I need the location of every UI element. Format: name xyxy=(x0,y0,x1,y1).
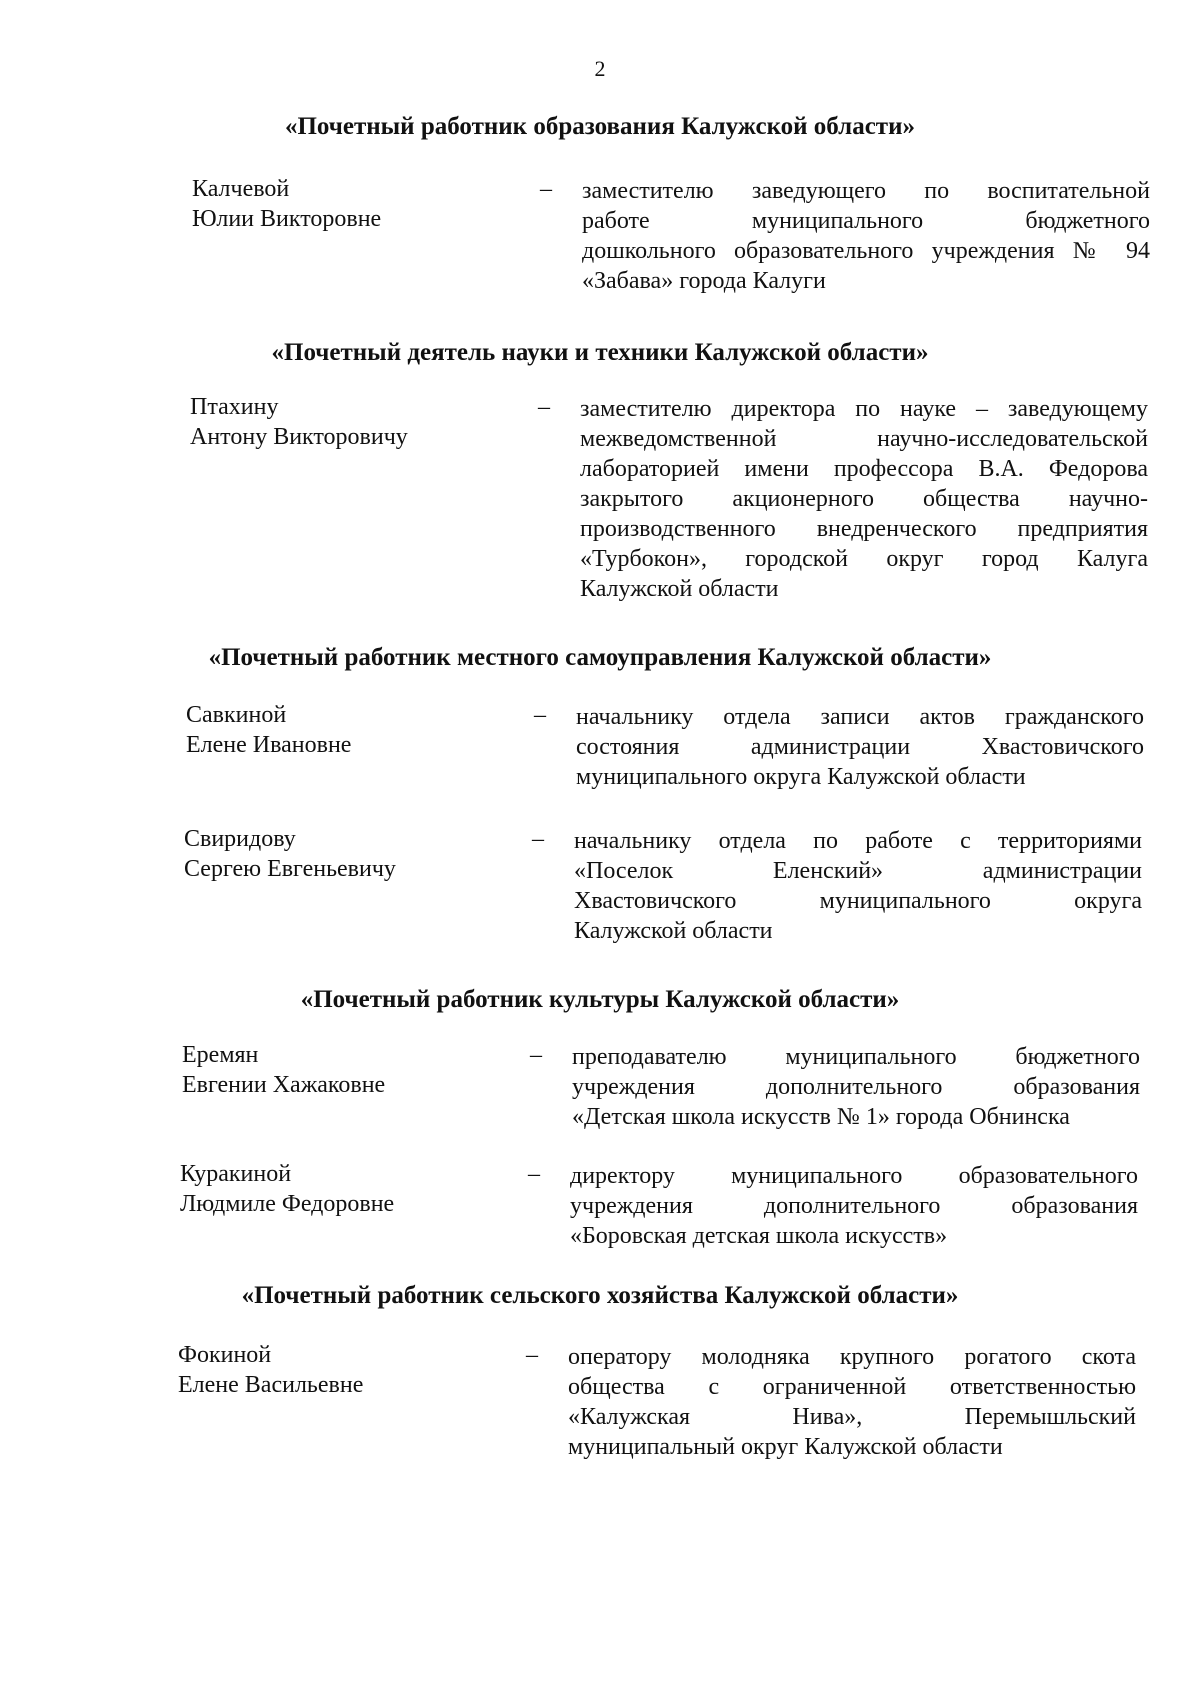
position-line: муниципальный округ Калужской области xyxy=(568,1434,1003,1460)
recipient-given-names: Евгении Хажаковне xyxy=(182,1072,386,1098)
recipient-name xyxy=(178,1340,508,1400)
position-line: Калужской области xyxy=(574,918,773,944)
recipient-surname: Фокиной xyxy=(178,1342,272,1368)
section-title-science: «Почетный деятель науки и техники Калужской области» xyxy=(271,339,929,366)
section-title-local-government: «Почетный работник местного самоуправления Калужской области» xyxy=(208,644,992,671)
recipient-name xyxy=(182,1040,512,1100)
position-line: «Забава» города Калуги xyxy=(582,268,826,294)
recipient-position xyxy=(582,176,1150,296)
award-entry xyxy=(178,1340,1136,1490)
recipient-given-names: Елене Васильевне xyxy=(178,1372,364,1398)
position-line: закрытого акционерного общества научно- xyxy=(580,486,1148,512)
position-line: «Детская школа искусств № 1» города Обнинска xyxy=(572,1104,1070,1130)
position-line: учреждения дополнительного образования xyxy=(570,1193,1138,1219)
recipient-given-names: Юлии Викторовне xyxy=(192,206,382,232)
recipient-surname: Савкиной xyxy=(186,702,287,728)
position-line: оператору молодняка крупного рогатого скота xyxy=(568,1344,1136,1370)
position-line: начальнику отдела по работе с территориями xyxy=(574,828,1142,854)
position-line: межведомственной научно-исследовательской xyxy=(580,426,1148,452)
recipient-given-names: Антону Викторовичу xyxy=(190,424,408,450)
recipient-given-names: Людмиле Федоровне xyxy=(180,1191,395,1217)
recipient-surname: Свиридову xyxy=(184,826,296,852)
recipient-given-names: Сергею Евгеньевичу xyxy=(184,856,396,882)
position-line: директору муниципального образовательного xyxy=(570,1163,1138,1189)
position-line: Хвастовичского муниципального округа xyxy=(574,888,1142,914)
position-line: заместителю директора по науке – заведующему xyxy=(580,396,1148,422)
recipient-given-names: Елене Ивановне xyxy=(186,732,352,758)
award-entry xyxy=(184,824,1142,974)
position-line: «Турбокон», городской округ город Калуга xyxy=(580,546,1148,572)
position-line: преподавателю муниципального бюджетного xyxy=(572,1044,1140,1070)
dash-separator: – xyxy=(532,826,544,852)
recipient-name xyxy=(190,392,520,452)
recipient-position xyxy=(572,1042,1140,1132)
recipient-surname: Куракиной xyxy=(180,1161,292,1187)
position-line: дошкольного образовательного учреждения № 94 xyxy=(582,238,1150,264)
dash-separator: – xyxy=(530,1042,542,1068)
recipient-position xyxy=(568,1342,1136,1462)
dash-separator: – xyxy=(534,702,546,728)
dash-separator: – xyxy=(528,1161,540,1187)
recipient-position xyxy=(580,394,1148,604)
position-line: работе муниципального бюджетного xyxy=(582,208,1150,234)
dash-separator: – xyxy=(540,176,552,202)
dash-separator: – xyxy=(526,1342,538,1368)
position-line: Калужской области xyxy=(580,576,779,602)
dash-separator: – xyxy=(538,394,550,420)
position-line: лабораторией имени профессора В.А. Федорова xyxy=(580,456,1148,482)
recipient-name xyxy=(186,700,516,760)
page-number: 2 xyxy=(594,56,606,81)
position-line: муниципального округа Калужской области xyxy=(576,764,1026,790)
recipient-name xyxy=(184,824,514,884)
position-line: «Поселок Еленский» администрации xyxy=(574,858,1142,884)
recipient-surname: Еремян xyxy=(182,1042,259,1068)
position-line: состояния администрации Хвастовичского xyxy=(576,734,1144,760)
position-line: учреждения дополнительного образования xyxy=(572,1074,1140,1100)
recipient-name xyxy=(192,174,522,234)
position-line: «Калужская Нива», Перемышльский xyxy=(568,1404,1136,1430)
recipient-position xyxy=(574,826,1142,946)
section-title-culture: «Почетный работник культуры Калужской области» xyxy=(300,986,900,1013)
award-entry xyxy=(190,392,1148,602)
award-entry xyxy=(192,174,1150,324)
position-line: заместителю заведующего по воспитательной xyxy=(582,178,1150,204)
position-line: «Боровская детская школа искусств» xyxy=(570,1223,948,1249)
recipient-surname: Птахину xyxy=(190,394,279,420)
position-line: начальнику отдела записи актов гражданского xyxy=(576,704,1144,730)
recipient-position xyxy=(570,1161,1138,1251)
recipient-position xyxy=(576,702,1144,792)
recipient-name xyxy=(180,1159,510,1219)
position-line: общества с ограниченной ответственностью xyxy=(568,1374,1136,1400)
recipient-surname: Калчевой xyxy=(192,176,290,202)
section-title-education: «Почетный работник образования Калужской области» xyxy=(284,113,915,140)
section-title-agriculture: «Почетный работник сельского хозяйства Калужской области» xyxy=(241,1282,959,1309)
position-line: производственного внедренческого предприятия xyxy=(580,516,1148,542)
